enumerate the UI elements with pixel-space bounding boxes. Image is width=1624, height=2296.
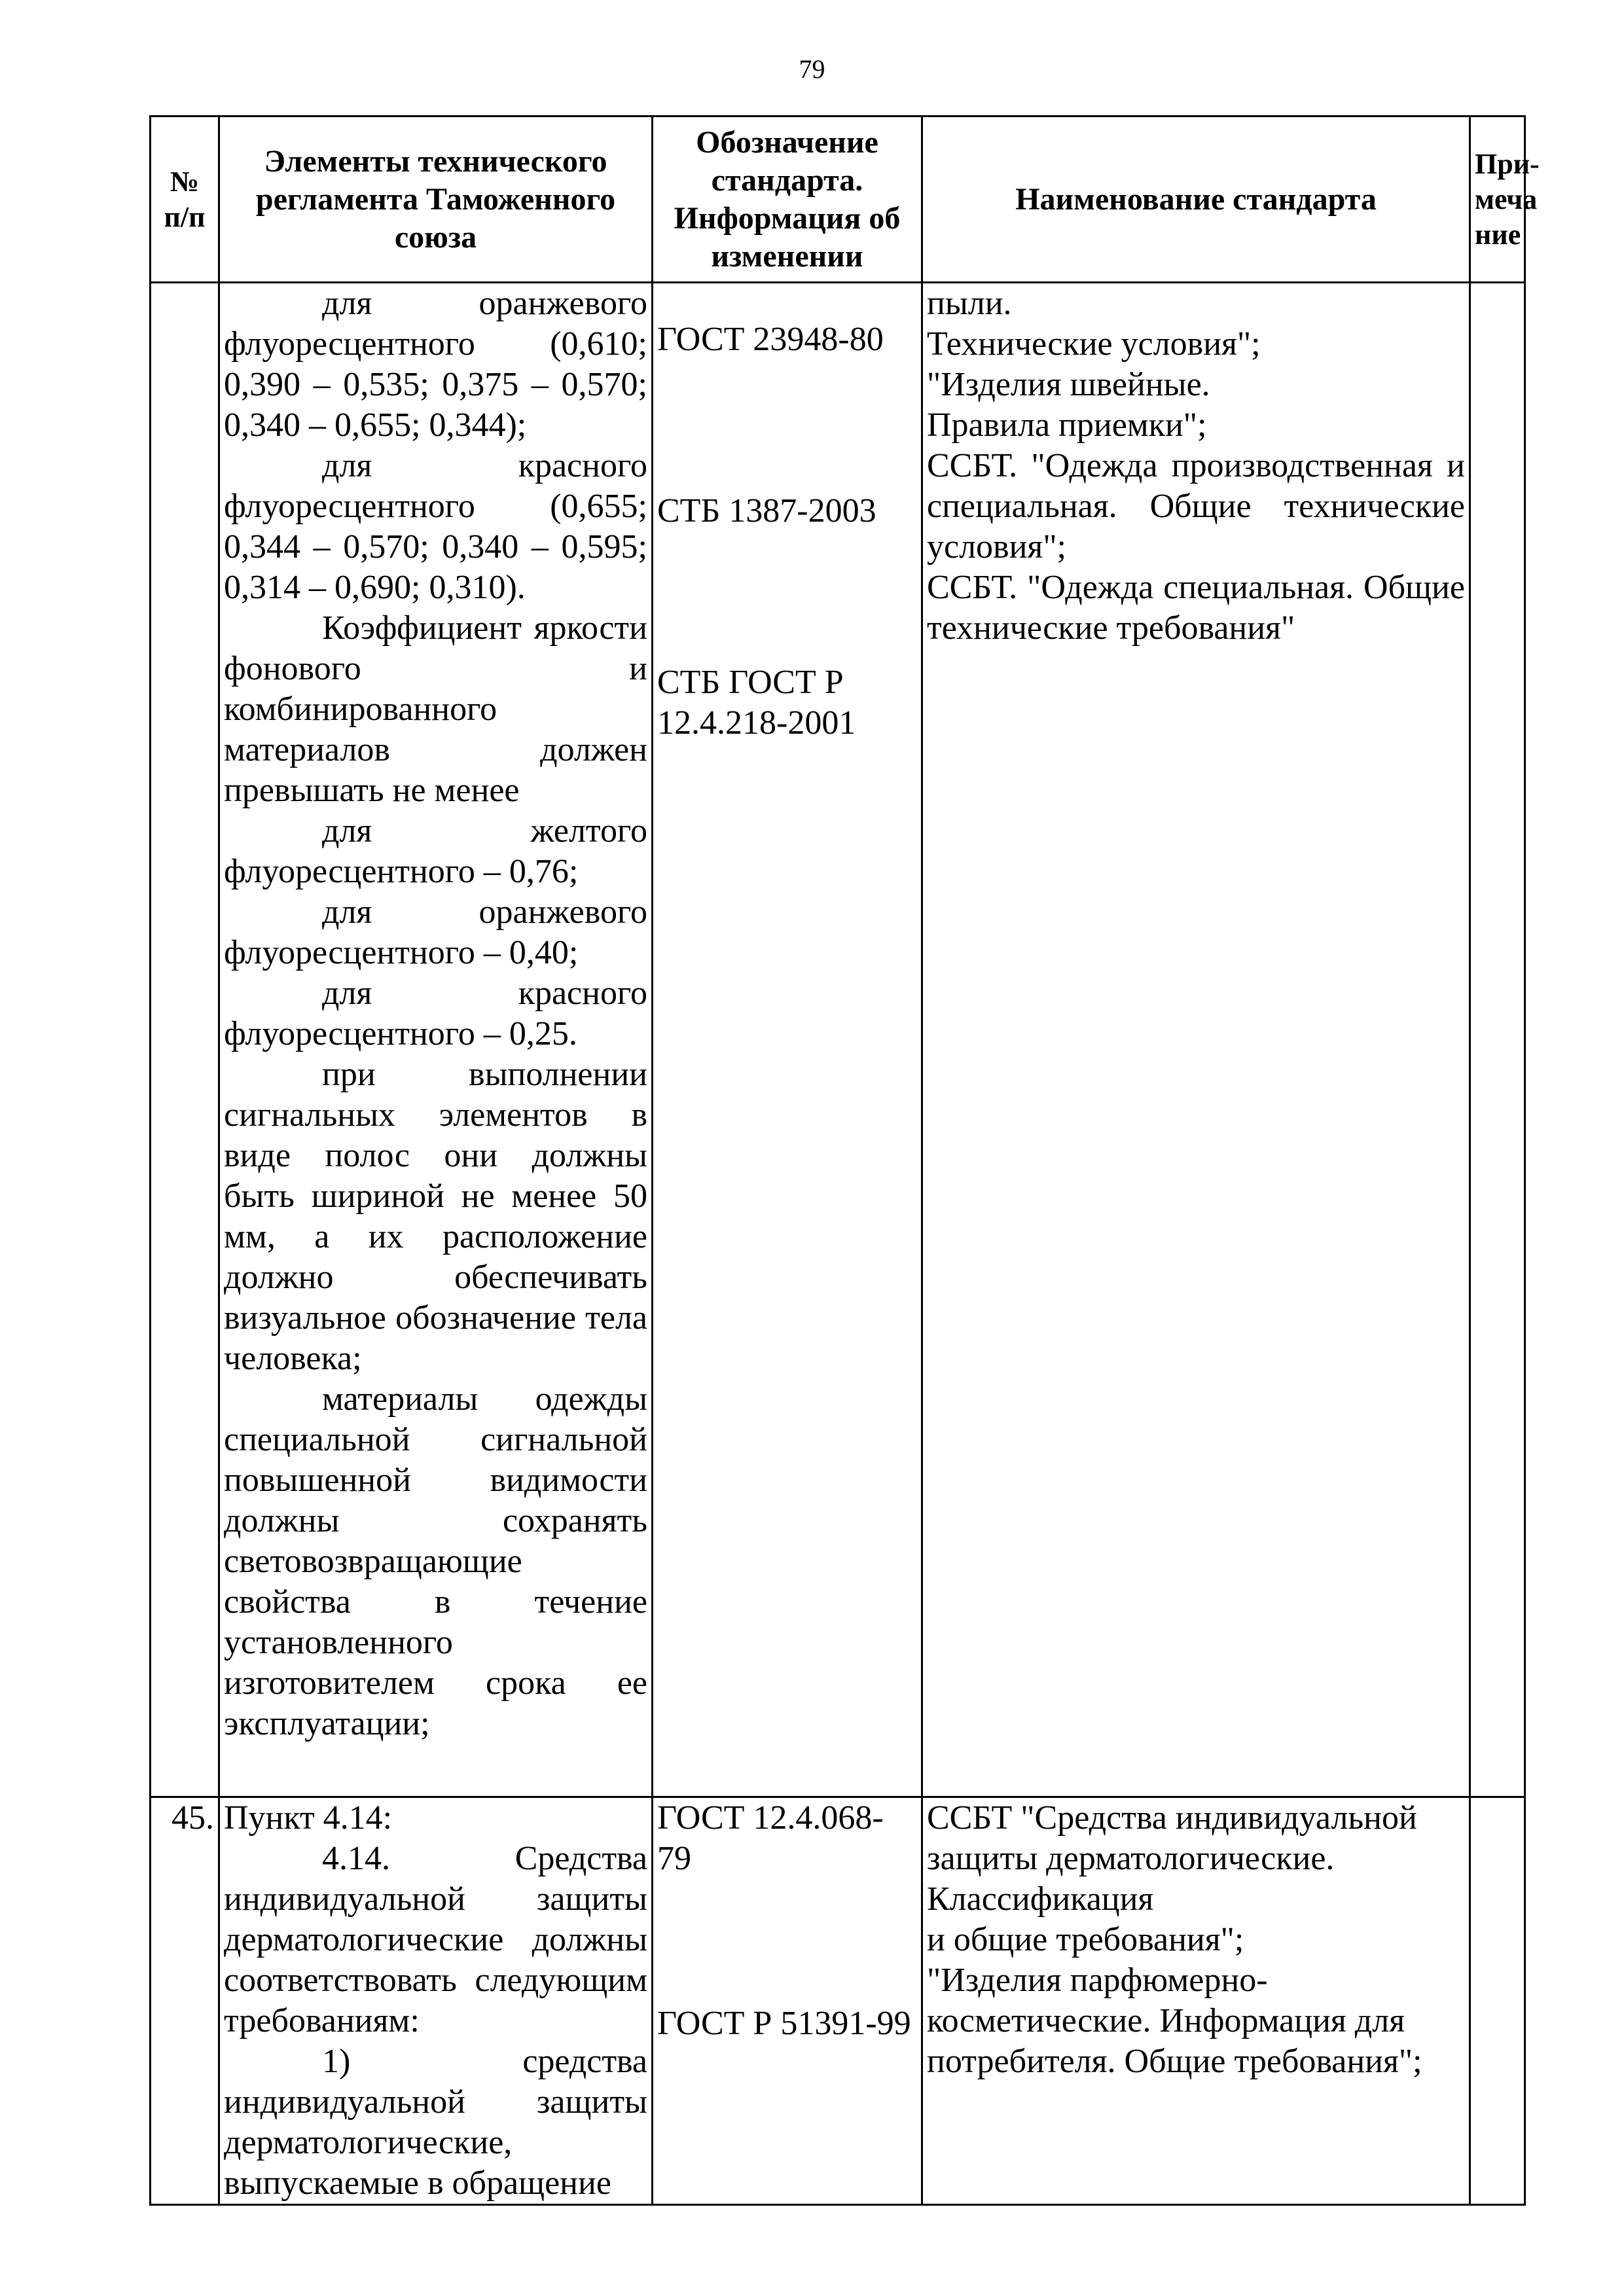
standard-name-text: и общие требования"; bbox=[927, 1921, 1244, 1958]
standard-name-text: "Изделия швейные. bbox=[927, 366, 1210, 403]
standard-designation: ГОСТ Р 51391-99 bbox=[657, 2005, 911, 2042]
header-notes: При-меча ние bbox=[1470, 117, 1525, 283]
elements-paragraph: 4.14. Средства индивидуальной защиты дерматологические должны соответствовать следующим требованиям: bbox=[224, 1840, 647, 2039]
standard-name-cell bbox=[922, 1797, 1470, 2205]
elements-paragraph: материалы одежды специальной сигнальной повышенной видимости должны сохранять световозвращающие свойства в течение установленного изготовителем срока ее эксплуатации; bbox=[224, 1380, 647, 1742]
header-number: № п/п bbox=[151, 117, 219, 283]
standard-name-text: ССБТ. "Одежда производственная и специальная. Общие технические условия"; bbox=[927, 447, 1465, 565]
notes-cell bbox=[1470, 283, 1525, 1797]
standard-designation: ГОСТ 23948-80 bbox=[657, 321, 884, 358]
table-row bbox=[151, 1797, 1525, 2205]
standard-designation: СТБ ГОСТ Р 12.4.218-2001 bbox=[657, 664, 856, 742]
standard-name-text: пыли. bbox=[927, 285, 1012, 322]
elements-paragraph: при выполнении сигнальных элементов в виде полос они должны быть шириной не менее 50 мм, а их расположение должно обеспечивать визуальное обозначение тела человека; bbox=[224, 1056, 647, 1377]
elements-paragraph: Коэффициент яркости фонового и комбинированного материалов должен превышать не менее bbox=[224, 609, 647, 809]
standards-table bbox=[149, 115, 1540, 2206]
standard-designation: СТБ 1387-2003 bbox=[657, 492, 876, 529]
standard-name-text: Правила приемки"; bbox=[927, 406, 1207, 444]
elements-paragraph: для красного флуоресцентного (0,655; 0,344 – 0,570; 0,340 – 0,595; 0,314 – 0,690; 0,310). bbox=[224, 447, 647, 606]
elements-paragraph: 1) средства индивидуальной защиты дерматологические, выпускаемые в обращение bbox=[224, 2043, 647, 2202]
table-row bbox=[151, 283, 1525, 1797]
header-designation: Обозначение стандарта. Информация об изменении bbox=[653, 117, 922, 283]
elements-paragraph: для оранжевого флуоресцентного – 0,40; bbox=[224, 893, 647, 971]
elements-paragraph: для оранжевого флуоресцентного (0,610; 0,390 – 0,535; 0,375 – 0,570; 0,340 – 0,655; 0,344); bbox=[224, 285, 647, 444]
designation-cell bbox=[653, 1797, 922, 2205]
elements-paragraph: для желтого флуоресцентного – 0,76; bbox=[224, 812, 647, 890]
header-standard-name: Наименование стандарта bbox=[922, 117, 1470, 283]
table-header-row bbox=[151, 117, 1525, 283]
elements-paragraph: Пункт 4.14: bbox=[224, 1799, 393, 1837]
row-number-cell bbox=[151, 283, 219, 1797]
notes-cell bbox=[1470, 1797, 1525, 2205]
header-elements: Элементы технического регламента Таможенного союза bbox=[219, 117, 653, 283]
row-number-cell: 45. bbox=[151, 1797, 219, 2205]
elements-paragraph: для красного флуоресцентного – 0,25. bbox=[224, 975, 647, 1052]
standard-name-text: "Изделия парфюмерно-косметические. Информация для потребителя. Общие требования"; bbox=[927, 1962, 1422, 2080]
elements-cell bbox=[219, 1797, 653, 2205]
standard-name-text: ССБТ "Средства индивидуальной защиты дерматологические. Классификация bbox=[927, 1799, 1417, 1918]
standard-name-text: ССБТ. "Одежда специальная. Общие технические требования" bbox=[927, 569, 1465, 647]
standard-name-text: Технические условия"; bbox=[927, 325, 1261, 363]
standard-name-cell bbox=[922, 283, 1470, 1797]
elements-cell bbox=[219, 283, 653, 1797]
designation-cell bbox=[653, 283, 922, 1797]
standard-designation: ГОСТ 12.4.068-79 bbox=[657, 1799, 884, 1877]
page-number: 79 bbox=[799, 54, 825, 84]
